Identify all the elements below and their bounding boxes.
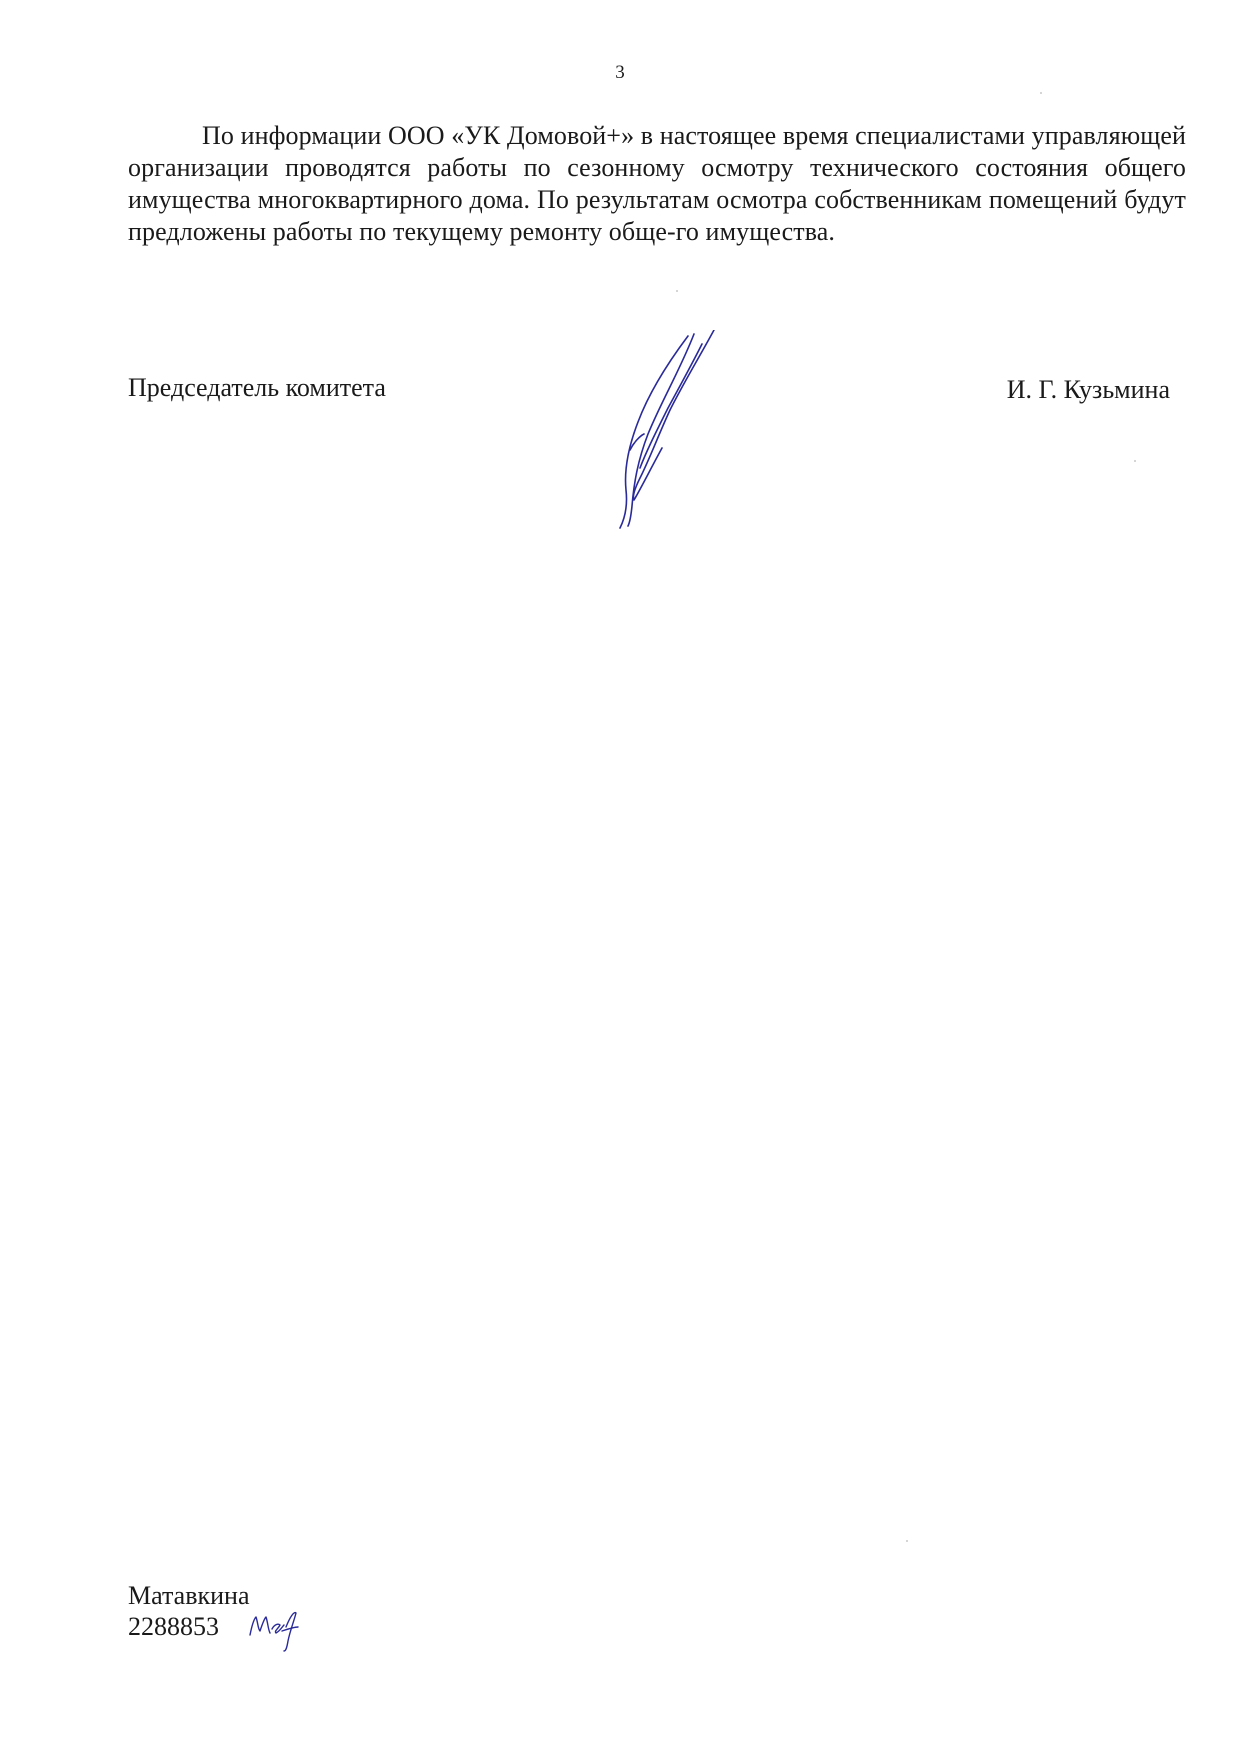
page-number: 3 — [615, 62, 625, 83]
signatory-position: Председатель комитета — [128, 373, 386, 402]
scan-speck — [906, 1540, 908, 1542]
body-paragraph: По информации ООО «УК Домовой+» в настоящее время специалистами управляющей организации проводятся работы по сезонному осмотру технического состояния общего имущества многоквартирного дома. По результатам осмотра собственникам помещений будут предложены работы по текущему ремонту обще-го имущества. — [128, 121, 1186, 246]
executor-block — [128, 1580, 249, 1642]
signatory-name: И. Г. Кузьмина — [1006, 375, 1170, 404]
scan-speck — [1134, 460, 1136, 462]
scan-speck — [676, 290, 678, 292]
executor-name: Матавкина — [128, 1581, 250, 1610]
handwritten-initials — [246, 1601, 306, 1653]
executor-phone-row — [128, 1611, 249, 1642]
executor-phone: 2288853 — [128, 1612, 219, 1641]
scan-speck — [1040, 92, 1042, 94]
handwritten-signature — [610, 330, 760, 530]
